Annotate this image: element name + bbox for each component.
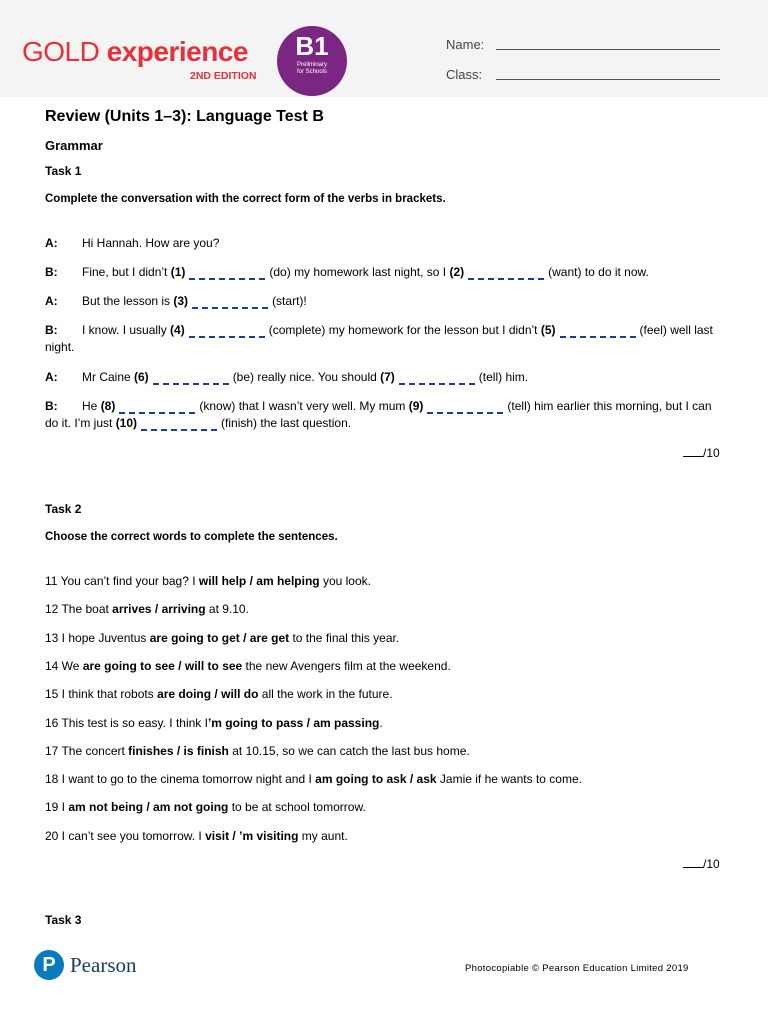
question-item xyxy=(45,716,383,730)
question-item xyxy=(45,659,451,673)
dialogue-text: (want) to do it now. xyxy=(548,265,649,279)
question-text: at 10.15, so we can catch the last bus home. xyxy=(228,744,470,758)
option-separator: / xyxy=(239,631,250,645)
dialogue-text: Hi Hannah. How are you? xyxy=(82,236,220,250)
question-text: 11 You can’t find your bag? I xyxy=(45,574,199,588)
gap-9-blank[interactable] xyxy=(427,398,503,414)
option-a[interactable]: visit xyxy=(205,829,230,843)
question-item xyxy=(45,602,249,616)
speaker-label: A: xyxy=(45,370,58,384)
question-text: . xyxy=(379,716,383,730)
gap-number: (5) xyxy=(540,323,556,337)
question-text: at 9.10. xyxy=(205,602,249,616)
option-a[interactable]: finishes xyxy=(128,744,174,758)
gap-7-blank[interactable] xyxy=(399,369,475,385)
dialogue-text: (feel) well last night. xyxy=(45,323,713,354)
task3-heading: Task 3 xyxy=(45,913,82,927)
gap-number: (1) xyxy=(170,265,186,279)
option-b[interactable]: ask xyxy=(416,772,437,786)
question-item xyxy=(45,800,366,814)
option-separator: / xyxy=(143,800,154,814)
level-sub-2: for Schools xyxy=(296,69,327,75)
option-separator: / xyxy=(229,829,240,843)
question-item xyxy=(45,772,582,786)
option-b[interactable]: am passing xyxy=(313,716,380,730)
question-text: 20 I can’t see you tomorrow. I xyxy=(45,829,206,843)
dialogue-line xyxy=(45,322,720,356)
gap-3-blank[interactable] xyxy=(192,293,268,309)
dialogue-text: (do) my homework last night, so I xyxy=(269,265,450,279)
score-blank[interactable] xyxy=(683,867,703,868)
gap-number: (9) xyxy=(408,399,424,413)
score-blank[interactable] xyxy=(683,456,703,457)
question-item xyxy=(45,829,348,843)
pearson-logo-mark: P xyxy=(34,950,64,980)
score-total: /10 xyxy=(703,857,720,871)
task1-score xyxy=(683,446,720,460)
gap-number: (8) xyxy=(100,399,116,413)
option-separator: / xyxy=(246,574,257,588)
speaker-label: A: xyxy=(45,294,58,308)
gap-2-blank[interactable] xyxy=(468,264,544,280)
question-text: 13 I hope Juventus xyxy=(45,631,150,645)
gap-6-blank[interactable] xyxy=(153,369,229,385)
question-item xyxy=(45,631,399,645)
question-text: 16 This test is so easy. I think I xyxy=(45,716,208,730)
option-separator: / xyxy=(173,744,184,758)
logo-gold-text: GOLD xyxy=(22,36,100,67)
option-separator: / xyxy=(211,687,222,701)
dialogue-text: Fine, but I didn’t xyxy=(82,265,171,279)
question-item xyxy=(45,687,393,701)
option-b[interactable]: ’m visiting xyxy=(239,829,299,843)
dialogue-text: (tell) him earlier this morning, but I can do it. I’m just xyxy=(45,399,712,430)
gap-number: (7) xyxy=(380,370,395,384)
question-text: the new Avengers film at the weekend. xyxy=(242,659,451,673)
task1-instruction: Complete the conversation with the correct form of the verbs in brackets. xyxy=(45,193,446,205)
gap-number: (4) xyxy=(170,323,185,337)
question-text: 17 The concert xyxy=(45,744,129,758)
dialogue-line xyxy=(82,235,722,252)
gap-10-blank[interactable] xyxy=(141,415,217,431)
dialogue-line xyxy=(45,398,720,432)
level-sub-1: Preliminary xyxy=(296,62,327,68)
level-badge xyxy=(277,26,347,96)
edition-label: 2ND EDITION xyxy=(190,70,257,82)
option-a[interactable]: will help xyxy=(198,574,247,588)
name-field[interactable] xyxy=(496,49,720,50)
question-text: to the final this year. xyxy=(289,631,400,645)
section-heading: Grammar xyxy=(45,138,103,153)
question-item xyxy=(45,744,470,758)
speaker-label: B: xyxy=(45,265,58,279)
option-a[interactable]: ’m going to pass xyxy=(207,716,304,730)
task2-heading: Task 2 xyxy=(45,502,82,516)
gap-8-blank[interactable] xyxy=(119,398,195,414)
option-separator: / xyxy=(151,602,162,616)
question-text: 15 I think that robots xyxy=(45,687,158,701)
option-separator: / xyxy=(303,716,314,730)
logo-experience-text: experience xyxy=(106,36,248,67)
option-a[interactable]: arrives xyxy=(112,602,152,616)
option-a[interactable]: are going to get xyxy=(149,631,240,645)
pearson-logo-text: Pearson xyxy=(70,953,137,977)
gap-number: (2) xyxy=(449,265,465,279)
question-text: 12 The boat xyxy=(45,602,113,616)
dialogue-text: (tell) him. xyxy=(478,370,529,384)
option-b[interactable]: will to see xyxy=(184,659,243,673)
gap-1-blank[interactable] xyxy=(189,264,265,280)
question-text: 14 We xyxy=(45,659,83,673)
page-title: Review (Units 1–3): Language Test B xyxy=(45,108,324,125)
speaker-label: A: xyxy=(45,236,58,250)
speaker-label: B: xyxy=(45,323,58,337)
option-a[interactable]: am going to ask xyxy=(315,772,407,786)
dialogue-text: Mr Caine xyxy=(82,370,135,384)
speaker-label: B: xyxy=(45,399,58,413)
score-total: /10 xyxy=(703,446,720,460)
option-b[interactable]: will do xyxy=(221,687,259,701)
question-text: you look. xyxy=(319,574,371,588)
class-field[interactable] xyxy=(496,79,720,80)
gap-number: (10) xyxy=(115,416,138,430)
dialogue-line xyxy=(82,293,722,310)
dialogue-text: I know. I usually xyxy=(82,323,171,337)
question-text: Jamie if he wants to come. xyxy=(436,772,582,786)
option-b[interactable]: are get xyxy=(249,631,290,645)
task1-heading: Task 1 xyxy=(45,164,82,178)
dialogue-text: (start)! xyxy=(272,294,307,308)
question-text: all the work in the future. xyxy=(258,687,393,701)
question-text: 19 I xyxy=(45,800,69,814)
option-b[interactable]: am not going xyxy=(153,800,229,814)
option-a[interactable]: are doing xyxy=(157,687,212,701)
gold-experience-logo xyxy=(22,38,248,66)
dialogue-line xyxy=(82,369,722,386)
option-separator: / xyxy=(406,772,417,786)
option-separator: / xyxy=(174,659,185,673)
gap-5-blank[interactable] xyxy=(560,322,636,338)
option-a[interactable]: am not being xyxy=(68,800,144,814)
task2-score xyxy=(683,857,720,871)
option-b[interactable]: is finish xyxy=(183,744,229,758)
name-label: Name: xyxy=(446,37,485,52)
dialogue-text: (know) that I wasn’t very well. My mum xyxy=(199,399,409,413)
gap-number: (6) xyxy=(134,370,149,384)
option-b[interactable]: am helping xyxy=(256,574,320,588)
copyright-notice: Photocopiable © Pearson Education Limited 2019 xyxy=(465,963,689,974)
question-text: my aunt. xyxy=(298,829,348,843)
question-text: to be at school tomorrow. xyxy=(228,800,366,814)
dialogue-line xyxy=(82,264,722,281)
dialogue-text: But the lesson is xyxy=(82,294,174,308)
question-text: 18 I want to go to the cinema tomorrow night and I xyxy=(45,772,316,786)
dialogue-text: (complete) my homework for the lesson but I didn’t xyxy=(268,323,541,337)
gap-number: (3) xyxy=(173,294,189,308)
level-text: B1 xyxy=(295,31,329,61)
dialogue-text: (be) really nice. You should xyxy=(232,370,381,384)
option-b[interactable]: arriving xyxy=(161,602,206,616)
class-label: Class: xyxy=(446,67,483,82)
dialogue-text: (finish) the last question. xyxy=(221,416,352,430)
question-item xyxy=(45,574,371,588)
gap-4-blank[interactable] xyxy=(189,322,265,338)
dialogue-text: He xyxy=(82,399,101,413)
task2-instruction: Choose the correct words to complete the sentences. xyxy=(45,531,338,543)
option-a[interactable]: are going to see xyxy=(82,659,175,673)
